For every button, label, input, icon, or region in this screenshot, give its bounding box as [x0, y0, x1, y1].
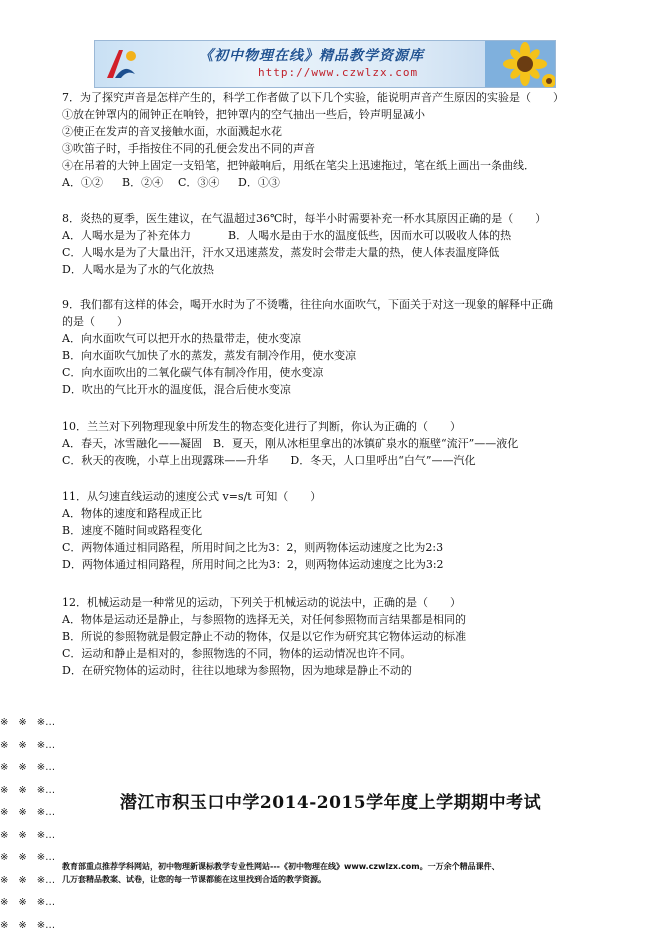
binding-mark: ※ ※ ※… — [0, 757, 60, 780]
question-option: A．物体是运动还是静止，与参照物的选择无关，对任何参照物而言结果都是相同的 — [62, 611, 622, 628]
question-option: D．吹出的气比开水的温度低，混合后使水变凉 — [62, 381, 622, 398]
question-option: ②使正在发声的音叉接触水面，水面溅起水花 — [62, 123, 622, 140]
question-option: C．人喝水是为了大量出汗，汗水又迅速蒸发，蒸发时会带走大量的热，使人体表温度降低 — [62, 244, 622, 261]
question-option: D．人喝水是为了水的气化放热 — [62, 261, 622, 278]
binding-mark: ※ ※ ※… — [0, 825, 60, 848]
choice-d: D．①③ — [238, 174, 280, 191]
question-9 — [62, 296, 622, 398]
question-option: ③吹笛子时，手指按住不同的孔便会发出不同的声音 — [62, 140, 622, 157]
binding-mark: ※ ※ ※… — [0, 780, 60, 803]
question-option: B．速度不随时间或路程变化 — [62, 522, 622, 539]
question-stem: 11．从匀速直线运动的速度公式 v=s/t 可知（ ） — [62, 488, 622, 505]
question-option: ④在吊着的大钟上固定一支铅笔，把钟敲响后，用纸在笔尖上迅速拖过，笔在纸上画出一条曲线． — [62, 157, 622, 174]
sunflower-image — [485, 41, 555, 87]
choice-c: C．③④ — [178, 174, 238, 191]
choice-b: B．②④ — [122, 174, 178, 191]
question-option: C．两物体通过相同路程，所用时间之比为3：2，则两物体运动速度之比为2:3 — [62, 539, 622, 556]
header-banner — [94, 40, 556, 88]
question-stem: 10．兰兰对下列物理现象中所发生的物态变化进行了判断，你认为正确的（ ） — [62, 418, 622, 435]
question-7 — [62, 89, 622, 191]
question-option: C．秋天的夜晚，小草上出现露珠——升华 D．冬天，人口里呼出“白气”——汽化 — [62, 452, 622, 469]
footer-notice — [62, 860, 632, 886]
question-option: ①放在钟罩内的闹钟正在响铃，把钟罩内的空气抽出一些后，铃声明显减小 — [62, 106, 622, 123]
question-stem: 12．机械运动是一种常见的运动，下列关于机械运动的说法中，正确的是（ ） — [62, 594, 622, 611]
binding-mark: ※ ※ ※… — [0, 870, 60, 893]
answer-row — [62, 227, 622, 244]
question-11 — [62, 488, 622, 573]
question-option: C．运动和静止是相对的，参照物选的不同，物体的运动情况也许不同。 — [62, 645, 622, 662]
binding-mark: ※ ※ ※… — [0, 712, 60, 735]
binding-line-marks — [0, 712, 60, 937]
question-stem: 9．我们都有这样的体会，喝开水时为了不烫嘴，往往向水面吹气，下面关于对这一现象的解释中正确 — [62, 296, 622, 313]
answer-choices — [62, 174, 622, 191]
footer-line: 教育部重点推荐学科网站，初中物理新课标教学专业性网站---《初中物理在线》www.czwlzx.com。一万余个精品课件、 — [62, 860, 632, 873]
question-option: A．春天，冰雪融化——凝固 B．夏天，刚从冰柜里拿出的冰镇矿泉水的瓶壁“流汗”——液化 — [62, 435, 622, 452]
binding-mark: ※ ※ ※… — [0, 915, 60, 937]
footer-line: 几万套精品教案、试卷，让您的每一节课都能在这里找到合适的教学资源。 — [62, 873, 632, 886]
banner-title: 《初中物理在线》精品教学资源库 — [199, 45, 424, 65]
question-10 — [62, 418, 622, 469]
question-option: C．向水面吹出的二氧化碳气体有制冷作用，使水变凉 — [62, 364, 622, 381]
site-logo-icon — [101, 44, 141, 84]
binding-mark: ※ ※ ※… — [0, 892, 60, 915]
exam-title: 潜江市积玉口中学2014-2015学年度上学期期中考试 — [0, 788, 661, 813]
question-12 — [62, 594, 622, 679]
question-option: A．人喝水是为了补充体力 — [62, 227, 228, 244]
choice-a: A．①② — [62, 174, 122, 191]
question-option: A．物体的速度和路程成正比 — [62, 505, 622, 522]
question-8 — [62, 210, 622, 278]
question-option: B．所说的参照物就是假定静止不动的物体，仅是以它作为研究其它物体运动的标准 — [62, 628, 622, 645]
question-option: D．在研究物体的运动时，往往以地球为参照物，因为地球是静止不动的 — [62, 662, 622, 679]
binding-mark: ※ ※ ※… — [0, 802, 60, 825]
binding-mark: ※ ※ ※… — [0, 847, 60, 870]
question-option: B．向水面吹气加快了水的蒸发，蒸发有制冷作用，使水变凉 — [62, 347, 622, 364]
question-stem: 8．炎热的夏季，医生建议，在气温超过36℃时，每半小时需要补充一杯水其原因正确的是（ ） — [62, 210, 622, 227]
question-option: D．两物体通过相同路程，所用时间之比为3：2，则两物体运动速度之比为3:2 — [62, 556, 622, 573]
banner-url: http://www.czwlzx.com — [258, 66, 418, 79]
question-stem-cont: 的是（ ） — [62, 313, 622, 330]
question-stem: 7．为了探究声音是怎样产生的，科学工作者做了以下几个实验，能说明声音产生原因的实验是（ ） — [62, 89, 622, 106]
binding-mark: ※ ※ ※… — [0, 735, 60, 758]
question-option: B．人喝水是由于水的温度低些，因而水可以吸收人体的热 — [228, 227, 511, 244]
question-option: A．向水面吹气可以把开水的热量带走，使水变凉 — [62, 330, 622, 347]
